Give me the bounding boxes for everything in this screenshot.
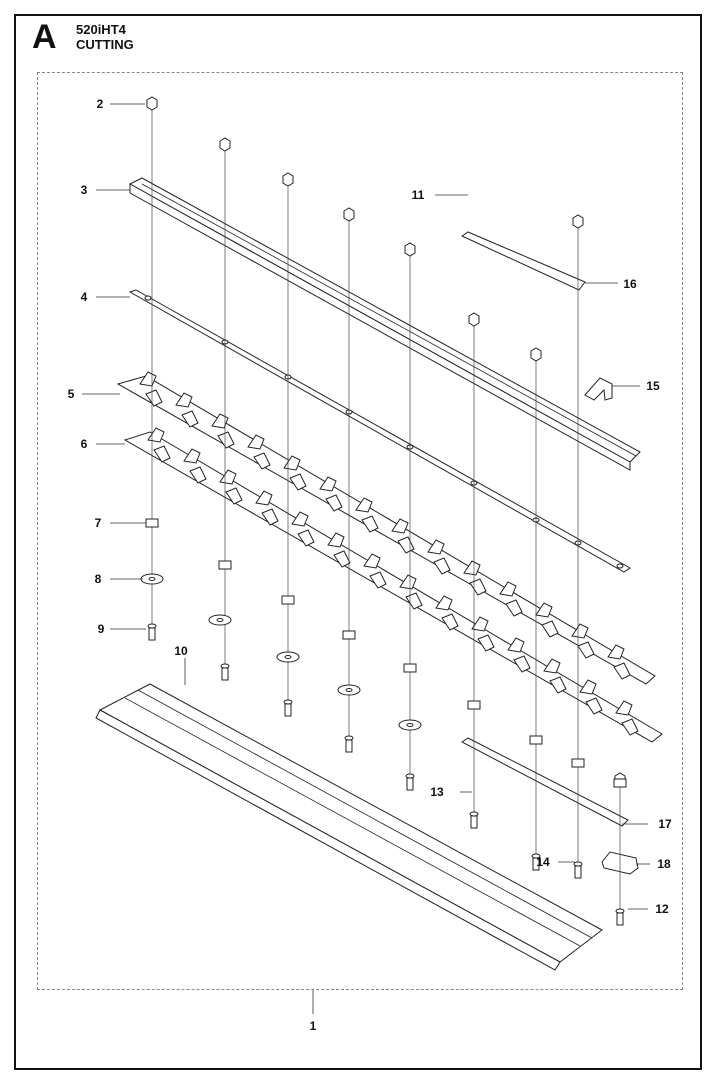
spacer-icon	[572, 759, 584, 767]
bolt-icon	[346, 740, 352, 752]
callout-7: 7	[94, 516, 102, 530]
bolt-icon	[285, 704, 291, 716]
callout-16: 16	[623, 277, 637, 291]
callout-1: 1	[309, 1019, 317, 1033]
spacer-icon	[530, 736, 542, 744]
callout-3: 3	[80, 183, 88, 197]
spacer-icon	[146, 519, 158, 527]
bolt-head-icon	[616, 909, 624, 913]
bolt-icon	[407, 778, 413, 790]
washer-hole	[217, 619, 223, 622]
callout-2: 2	[96, 97, 104, 111]
spacer-icon	[614, 779, 626, 787]
washer-hole	[346, 689, 352, 692]
callout-14: 14	[536, 855, 550, 869]
callout-4: 4	[80, 290, 88, 304]
strip-hole	[617, 564, 623, 568]
callout-17: 17	[658, 817, 672, 831]
callout-15: 15	[646, 379, 660, 393]
upper-lever-plate	[462, 232, 585, 290]
nut-icon	[405, 243, 415, 256]
bolt-head-icon	[406, 774, 414, 778]
callout-5: 5	[67, 387, 75, 401]
spacer-icon	[343, 631, 355, 639]
bolt-icon	[575, 866, 581, 878]
bolt-head-icon	[470, 812, 478, 816]
callout-10: 10	[174, 644, 188, 658]
callout-13: 13	[430, 785, 444, 799]
nut-icon	[573, 215, 583, 228]
callout-9: 9	[97, 622, 105, 636]
nut-icon	[531, 348, 541, 361]
clip-15	[585, 378, 612, 400]
strip-hole	[145, 296, 151, 300]
washer-hole	[407, 724, 413, 727]
washer-hole	[285, 656, 291, 659]
bolt-head-icon	[574, 862, 582, 866]
section-letter: A	[32, 18, 57, 56]
nut-icon	[220, 138, 230, 151]
bolt-head-icon	[148, 624, 156, 628]
callout-8: 8	[94, 572, 102, 586]
model-name: 520iHT4	[76, 22, 126, 37]
bolt-icon	[222, 668, 228, 680]
callout-6: 6	[80, 437, 88, 451]
bolt-icon	[617, 913, 623, 925]
lower-plate	[462, 738, 628, 826]
bolt-icon	[149, 628, 155, 640]
washer-hole	[149, 578, 155, 581]
callout-18: 18	[657, 857, 671, 871]
spacer-icon	[468, 701, 480, 709]
nut-icon	[147, 97, 157, 110]
nut-icon	[283, 173, 293, 186]
bolt-head-icon	[284, 700, 292, 704]
spacer-icon	[219, 561, 231, 569]
nut-icon	[344, 208, 354, 221]
section-name: CUTTING	[76, 37, 134, 52]
spacer-icon	[404, 664, 416, 672]
bolt-icon	[471, 816, 477, 828]
callout-12: 12	[655, 902, 669, 916]
spacer-icon	[282, 596, 294, 604]
nut-icon	[469, 313, 479, 326]
bolt-head-icon	[345, 736, 353, 740]
bolt-head-icon	[221, 664, 229, 668]
callout-11: 11	[411, 188, 425, 202]
